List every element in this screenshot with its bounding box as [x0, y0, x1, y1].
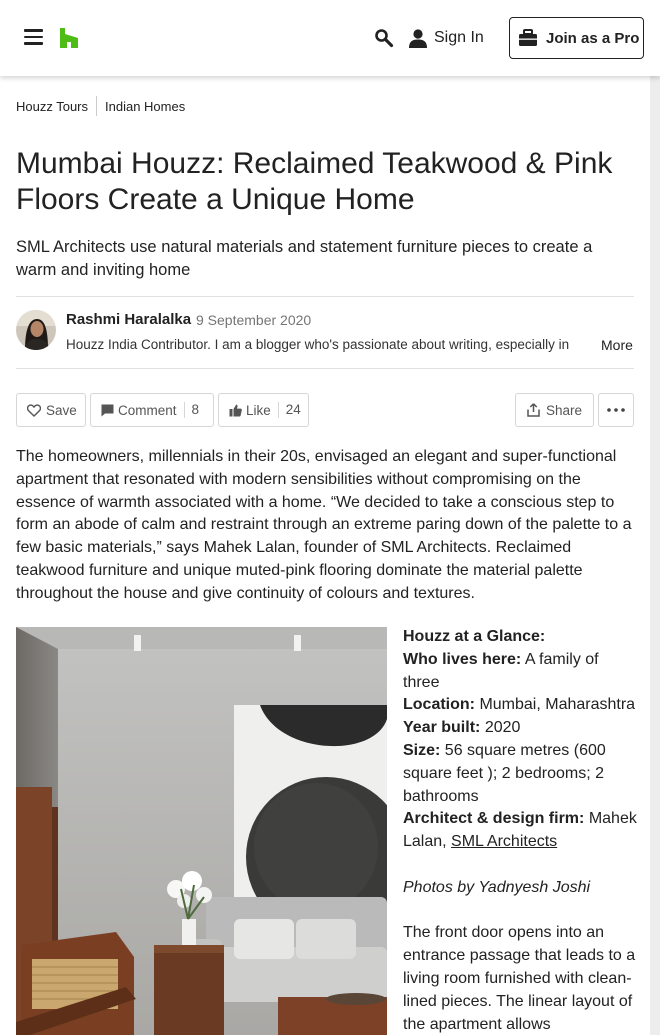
- article-intro-paragraph: The homeowners, millennials in their 20s, envisaged an elegant and super-functional apartment that resonated with modern sensibilities without compromising on the essence of warmth associated with a home. “We decided to take a conscious step to form an abode of calm and restraint through an extreme paring down of the palette to a few basic materials,” says Mahek Lalan, founder of SML Architects. Reclaimed teakwood furniture and unique muted-pink flooring dominate the material palette throughout the house and give continuity of colours and textures.: [16, 448, 632, 602]
- bio-more-link[interactable]: More: [601, 337, 633, 353]
- page-edge: [650, 76, 660, 1035]
- who-label: Who lives here:: [403, 650, 522, 668]
- search-icon[interactable]: [374, 28, 394, 48]
- who-value: A family of three: [403, 650, 599, 691]
- year-value: 2020: [484, 719, 521, 737]
- join-as-pro-button[interactable]: [509, 17, 644, 59]
- sign-in-label: Sign In: [434, 29, 484, 46]
- author-bio: Houzz India Contributor. I am a blogger who's passionate about writing, especially in: [66, 337, 570, 352]
- location-label: Location:: [403, 696, 475, 714]
- save-button[interactable]: [16, 393, 86, 427]
- year-label: Year built:: [403, 719, 481, 737]
- location-value: Mumbai, Maharashtra: [479, 696, 636, 714]
- like-button[interactable]: [218, 393, 309, 427]
- comment-icon: [101, 404, 114, 417]
- photo-credit: Photos by Yadnyesh Joshi: [403, 878, 591, 896]
- breadcrumb: [16, 96, 185, 116]
- glance-heading: Houzz at a Glance:: [403, 628, 546, 645]
- share-button[interactable]: [515, 393, 594, 427]
- share-icon: [527, 403, 540, 417]
- comment-count: 8: [184, 402, 200, 418]
- heart-icon: [27, 404, 41, 417]
- hamburger-menu-icon[interactable]: [24, 29, 43, 45]
- comment-label: Comment: [118, 402, 177, 418]
- architect-value: Mahek Lalan,: [403, 810, 637, 851]
- briefcase-icon: [518, 29, 538, 47]
- size-value: 56 square metres (600 square feet ); 2 bedrooms; 2 bathrooms: [403, 741, 606, 805]
- divider: [16, 296, 634, 297]
- author-name[interactable]: Rashmi Haralalka: [66, 311, 192, 328]
- continuation-paragraph: The front door opens into an entrance passage that leads to a living room furnished with clean-lined pieces. The linear layout of the apartment allows: [403, 924, 636, 1033]
- save-label: Save: [46, 402, 77, 418]
- user-icon: [408, 28, 428, 48]
- author-avatar[interactable]: [16, 310, 56, 350]
- sign-in-button[interactable]: [408, 24, 484, 52]
- architect-label: Architect & design firm:: [403, 810, 585, 828]
- article-subtitle: SML Architects use natural materials and statement furniture pieces to create a warm and inviting home: [16, 238, 593, 279]
- more-dots-icon: [607, 408, 625, 412]
- thumbs-up-icon: [229, 404, 242, 417]
- breadcrumb-indian-homes[interactable]: Indian Homes: [105, 98, 186, 114]
- houzz-at-a-glance: [403, 626, 637, 1035]
- size-label: Size:: [403, 741, 441, 759]
- houzz-logo-icon[interactable]: [60, 28, 78, 48]
- join-as-pro-label: Join as a Pro: [546, 29, 640, 47]
- breadcrumb-houzz-tours[interactable]: Houzz Tours: [16, 98, 89, 114]
- like-count: 24: [278, 402, 301, 418]
- living-room-photo[interactable]: [16, 627, 387, 1035]
- breadcrumb-divider: [96, 96, 97, 116]
- site-header: [0, 0, 660, 76]
- publish-date: 9 September 2020: [196, 312, 312, 328]
- sml-architects-link[interactable]: SML Architects: [451, 833, 558, 851]
- article-title: Mumbai Houzz: Reclaimed Teakwood & Pink Floors Create a Unique Home: [16, 147, 613, 216]
- more-options-button[interactable]: [598, 393, 634, 427]
- comment-button[interactable]: [90, 393, 214, 427]
- divider: [16, 368, 634, 369]
- like-label: Like: [246, 402, 271, 418]
- share-label: Share: [546, 402, 583, 418]
